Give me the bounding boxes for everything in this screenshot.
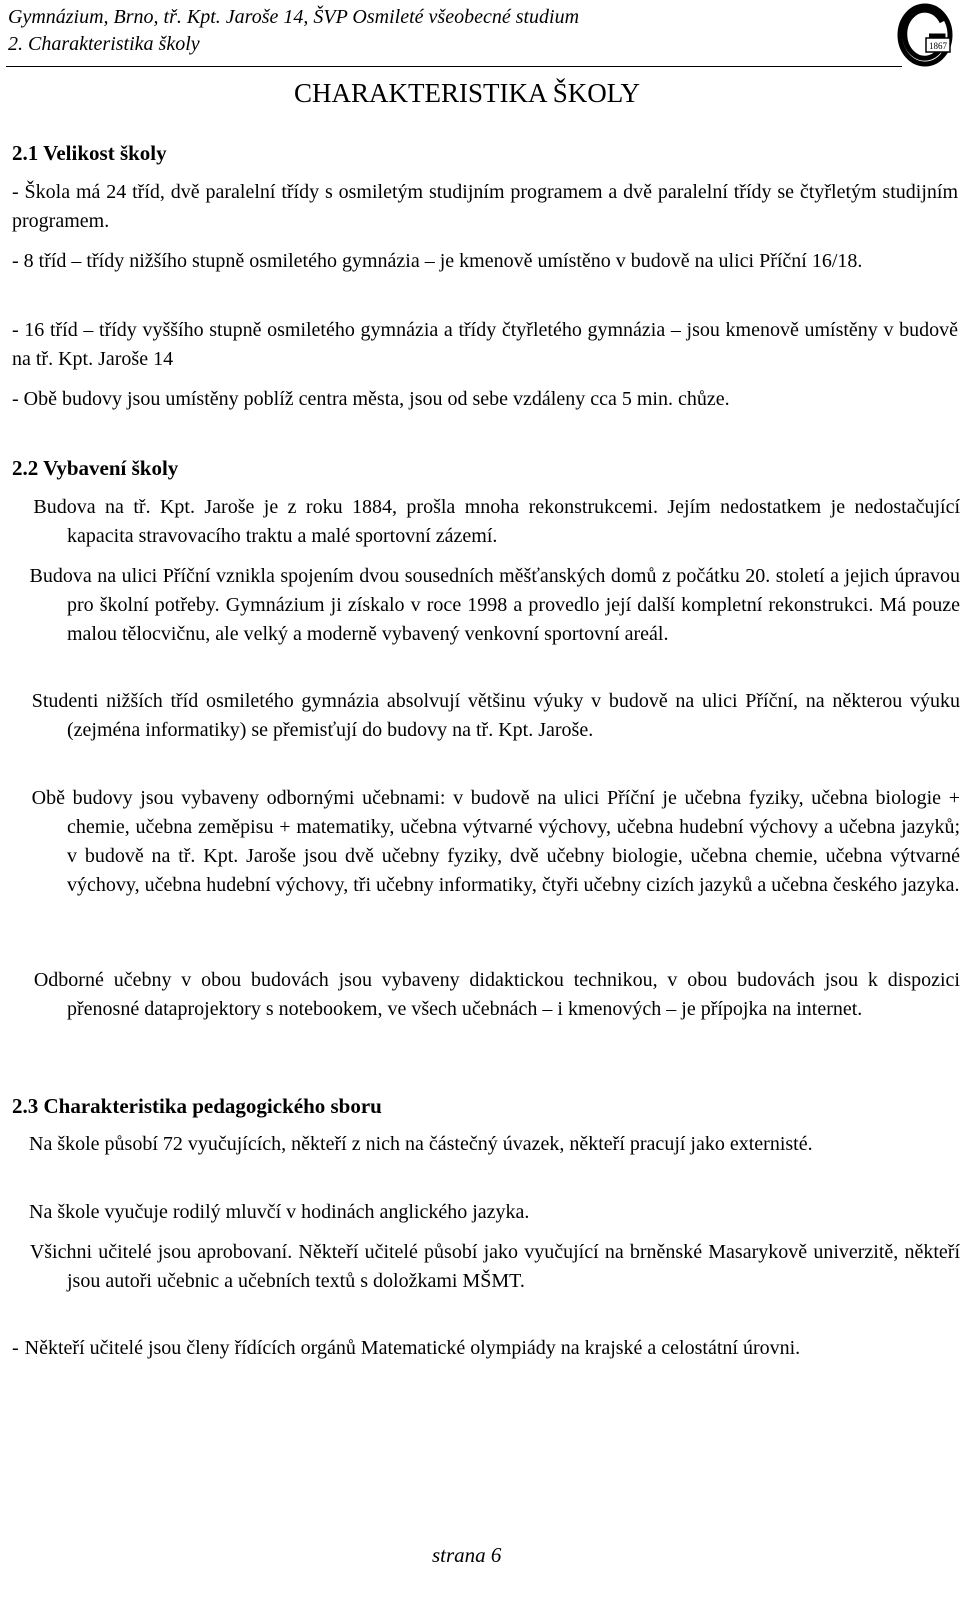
- page-number: strana 6: [432, 1543, 502, 1567]
- list-item: - 8 tříd – třídy nižšího stupně osmiletého gymnázia – je kmenově umístěno v budově na ulici Příční 16/18.: [12, 250, 863, 272]
- section-heading-vybaveni: 2.2 Vybavení školy: [12, 456, 179, 480]
- page-title: CHARAKTERISTIKA ŠKOLY: [294, 78, 641, 108]
- logo-year-text: 1867: [929, 41, 947, 51]
- header-chapter-line: 2. Charakteristika školy: [8, 33, 200, 55]
- list-item: Na škole vyučuje rodilý mluvčí v hodinách anglického jazyka.: [29, 1201, 530, 1223]
- page-header: [8, 4, 888, 58]
- list-item: - Škola má 24 tříd, dvě paralelní třídy s osmiletým studijním programem a dvě paralelní třídy se čtyřletým studijním programem.: [12, 181, 958, 232]
- school-logo: [896, 2, 954, 68]
- list-item: Budova na tř. Kpt. Jaroše je z roku 1884, prošla mnoha rekonstrukcemi. Jejím nedostatkem je nedostačující kapacita stravovacího traktu a malé sportovní zázemí.: [33, 496, 960, 547]
- list-item: Všichni učitelé jsou aprobovaní. Někteří učitelé působí jako vyučující na brněnské Masarykově univerzitě, někteří jsou autoři učebnic a učebních textů s doložkami MŠMT.: [29, 1241, 960, 1292]
- header-school-line: Gymnázium, Brno, tř. Kpt. Jaroše 14, ŠVP Osmileté všeobecné studium: [8, 6, 580, 28]
- section-heading-velikost: 2.1 Velikost školy: [12, 141, 167, 165]
- list-item: Na škole působí 72 vyučujících, někteří z nich na částečný úvazek, někteří pracují jako externisté.: [29, 1133, 813, 1155]
- section-heading-pedagogicky-sbor: 2.3 Charakteristika pedagogického sboru: [12, 1094, 382, 1118]
- list-item: Odborné učebny v obou budovách jsou vybaveny didaktickou technikou, v obou budovách jsou k dispozici přenosné dataprojektory s notebookem, ve všech učebnách – i kmenových – je přípojka na internet.: [33, 969, 960, 1020]
- header-divider: [6, 66, 902, 67]
- list-item: - 16 tříd – třídy vyššího stupně osmiletého gymnázia a třídy čtyřletého gymnázia – jsou kmenově umístěny v budově na tř. Kpt. Jaroše 14: [12, 319, 958, 370]
- list-item: Obě budovy jsou vybaveny odbornými učebnami: v budově na ulici Příční je učebna fyziky, učebna biologie + chemie, učebna zeměpisu + matematiky, učebna výtvarné výchovy, učebna hudební výchovy a učebna jazyků; v budově na tř. Kpt. Jaroše jsou dvě učebny fyziky, dvě učebny biologie, učebna chemie, učebna výtvarné výchovy, učebna hudební výchovy, tři učebny informatiky, čtyři učebny cizích jazyků a učebna českého jazyka.: [31, 787, 960, 896]
- list-item: - Obě budovy jsou umístěny poblíž centra města, jsou od sebe vzdáleny cca 5 min. chůze.: [12, 388, 730, 410]
- list-item: - Někteří učitelé jsou členy řídících orgánů Matematické olympiády na krajské a celostátní úrovni.: [12, 1337, 801, 1359]
- list-item: Studenti nižších tříd osmiletého gymnázia absolvují většinu výuky v budově na ulici Příční, na některou výuku (zejména informatiky) se přemisťují do budovy na tř. Kpt. Jaroše.: [31, 690, 960, 741]
- list-item: Budova na ulici Příční vznikla spojením dvou sousedních měšťanských domů z počátku 20. století a jejich úpravou pro školní potřeby. Gymnázium ji získalo v roce 1998 a provedlo její další kompletní rekonstrukci. Má pouze malou tělocvičnu, ale velký a moderně vybavený venkovní sportovní areál.: [29, 565, 960, 645]
